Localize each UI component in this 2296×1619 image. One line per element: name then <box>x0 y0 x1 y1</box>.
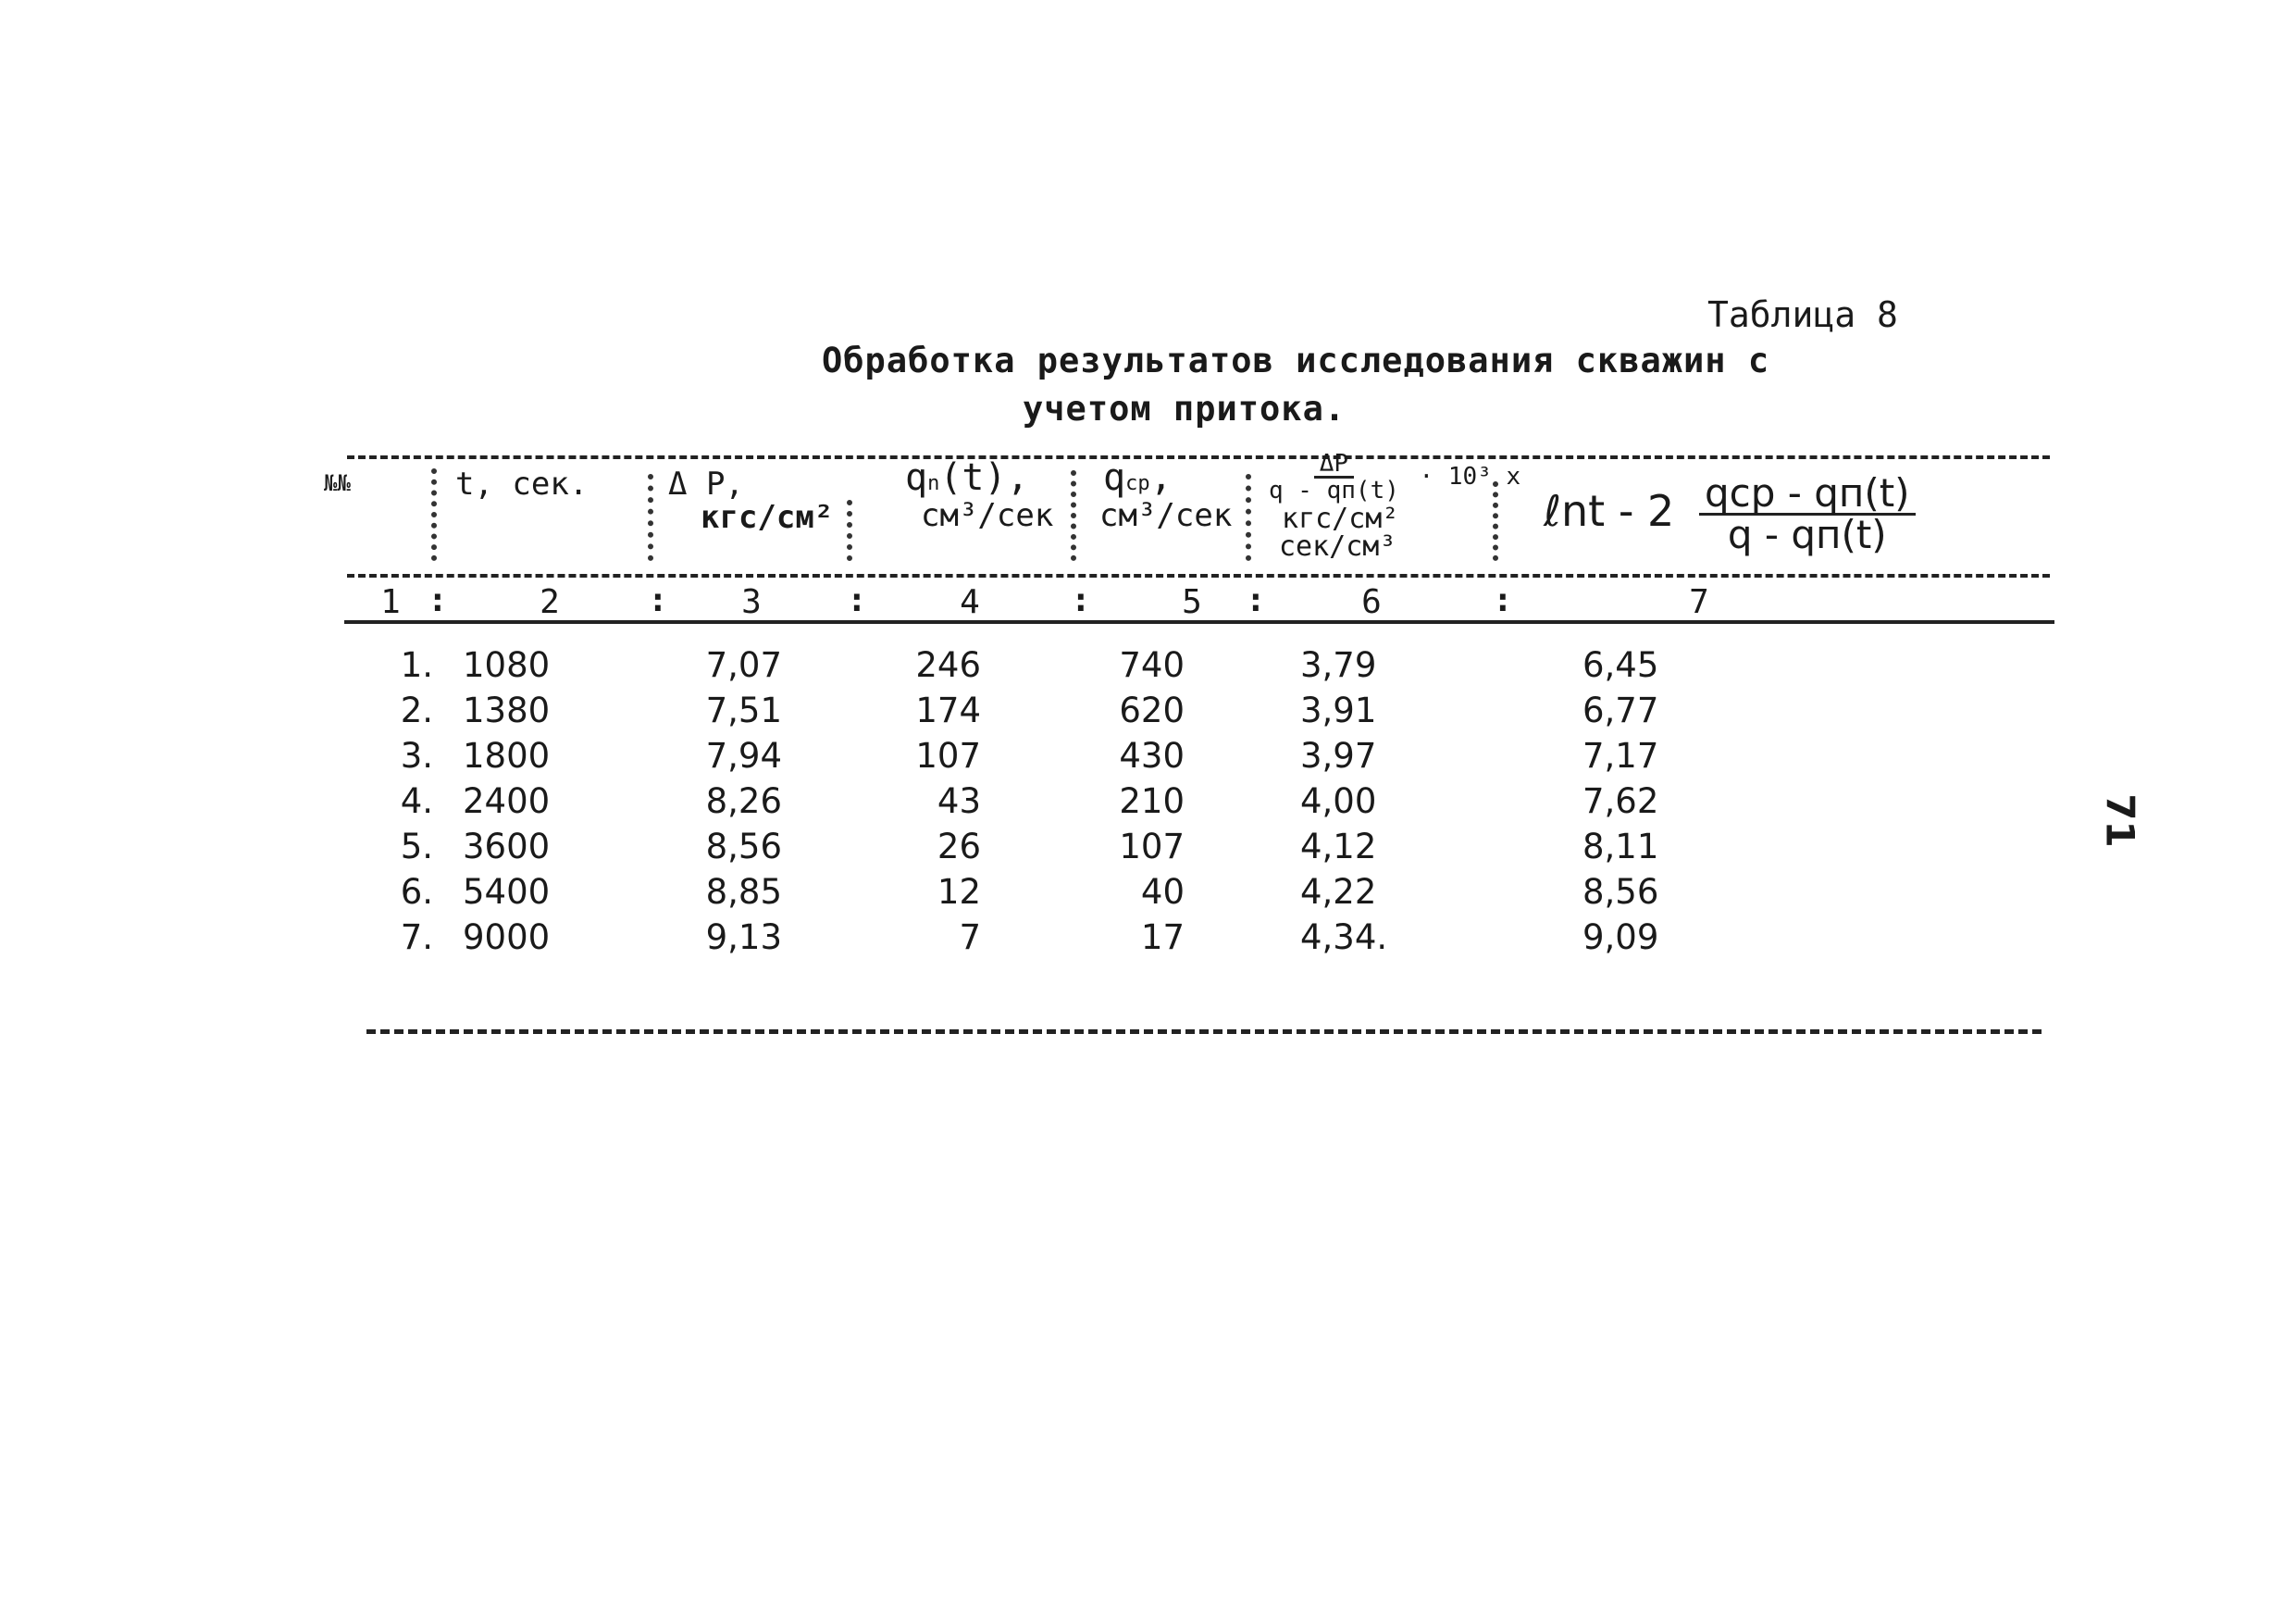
table-bottom-rule <box>366 1029 2042 1034</box>
header-number: №№ <box>324 470 351 496</box>
page-number: 71 <box>2097 793 2143 848</box>
cell-pressure: 9,13 <box>705 917 782 957</box>
table-row <box>0 781 2296 827</box>
col-separator-4 <box>1071 470 1076 561</box>
cell-ratio: 4,34. <box>1300 917 1388 957</box>
table-row <box>0 691 2296 736</box>
header-log-numerator: qср - qп(t) <box>1699 474 1916 516</box>
cell-ratio: 3,97 <box>1300 736 1377 776</box>
cell-pressure: 8,85 <box>705 872 782 912</box>
cell-pressure: 8,26 <box>705 781 782 821</box>
header-inflow-tail: (t), <box>939 456 1029 499</box>
cell-ratio: 4,12 <box>1300 827 1377 866</box>
column-number-1: 1 <box>380 583 401 621</box>
table-row <box>0 917 2296 963</box>
header-log-expression <box>1544 470 1916 557</box>
table-row <box>0 645 2296 691</box>
table-row <box>0 736 2296 781</box>
header-top-rule <box>347 455 2050 459</box>
cell-pressure: 7,07 <box>705 645 782 685</box>
column-number-3: 3 <box>741 583 762 621</box>
cell-index: 4. <box>400 781 433 821</box>
column-number-6: 6 <box>1361 583 1382 621</box>
header-avg-sub: ср <box>1125 472 1150 495</box>
table-title-line-2: учетом притока. <box>1023 389 1347 429</box>
header-ratio-denominator: q - qп(t) <box>1269 477 1399 504</box>
header-avg-unit: см³/сек <box>1099 497 1233 534</box>
cell-avg-rate: 430 <box>1119 736 1185 776</box>
header-inflow-unit: см³/сек <box>921 497 1054 534</box>
col-separator-3 <box>847 500 852 561</box>
header-avg-rate <box>1103 456 1173 499</box>
col-separator-2 <box>648 474 653 561</box>
cell-index: 5. <box>400 827 433 866</box>
cell-index: 6. <box>400 872 433 912</box>
table-row <box>0 872 2296 917</box>
header-ratio <box>1263 452 1520 503</box>
header-log-prefix: ℓnt - 2 <box>1544 486 1675 536</box>
cell-avg-rate: 740 <box>1119 645 1185 685</box>
header-avg-symbol: q <box>1103 456 1126 499</box>
header-ratio-fraction <box>1263 452 1405 503</box>
header-ratio-multiplier: · 10³ х <box>1419 463 1521 491</box>
header-pressure-top: Δ P, <box>668 466 744 503</box>
cell-time: 5400 <box>463 872 551 912</box>
cell-pressure: 8,56 <box>705 827 782 866</box>
cell-inflow-rate: 246 <box>915 645 981 685</box>
col-separator-5 <box>1246 474 1251 561</box>
cell-pressure: 7,51 <box>705 691 782 730</box>
cell-log-value: 8,11 <box>1582 827 1659 866</box>
cell-index: 1. <box>400 645 433 685</box>
cell-time: 2400 <box>463 781 551 821</box>
cell-pressure: 7,94 <box>705 736 782 776</box>
cell-ratio: 3,79 <box>1300 645 1377 685</box>
cell-inflow-rate: 107 <box>915 736 981 776</box>
cell-inflow-rate: 26 <box>937 827 981 866</box>
cell-time: 1080 <box>463 645 551 685</box>
cell-ratio: 3,91 <box>1300 691 1377 730</box>
header-mid-rule <box>347 574 2050 578</box>
header-time: t, сек. <box>455 466 589 503</box>
header-ratio-numerator: ΔP <box>1314 452 1354 479</box>
cell-log-value: 7,17 <box>1582 736 1659 776</box>
cell-index: 2. <box>400 691 433 730</box>
cell-ratio: 4,00 <box>1300 781 1377 821</box>
cell-log-value: 6,77 <box>1582 691 1659 730</box>
column-number-7: 7 <box>1689 583 1709 621</box>
cell-index: 3. <box>400 736 433 776</box>
cell-log-value: 7,62 <box>1582 781 1659 821</box>
header-ratio-unit-2: сек/см³ <box>1279 530 1396 563</box>
table-title-line-1: Обработка результатов исследования скважин с <box>822 341 1770 380</box>
cell-avg-rate: 40 <box>1140 872 1185 912</box>
cell-time: 1380 <box>463 691 551 730</box>
cell-avg-rate: 107 <box>1119 827 1185 866</box>
col-separator-1 <box>431 468 437 561</box>
table-label: Таблица 8 <box>1707 294 1898 335</box>
header-inflow-rate <box>905 456 1029 499</box>
cell-avg-rate: 17 <box>1140 917 1185 957</box>
column-divider-colon: : <box>1071 581 1091 619</box>
cell-inflow-rate: 12 <box>937 872 981 912</box>
column-divider-colon: : <box>648 581 668 619</box>
cell-time: 3600 <box>463 827 551 866</box>
header-ratio-unit-1: кгс/см² <box>1282 503 1399 535</box>
cell-log-value: 6,45 <box>1582 645 1659 685</box>
header-inflow-sub: n <box>927 472 940 495</box>
cell-inflow-rate: 43 <box>937 781 981 821</box>
cell-log-value: 9,09 <box>1582 917 1659 957</box>
cell-ratio: 4,22 <box>1300 872 1377 912</box>
cell-inflow-rate: 7 <box>959 917 981 957</box>
cell-index: 7. <box>400 917 433 957</box>
column-divider-colon: : <box>847 581 867 619</box>
header-inflow-symbol: q <box>905 456 928 499</box>
cell-avg-rate: 620 <box>1119 691 1185 730</box>
column-number-2: 2 <box>540 583 560 621</box>
cell-inflow-rate: 174 <box>915 691 981 730</box>
header-avg-tail: , <box>1149 456 1173 499</box>
header-log-denominator: q - qп(t) <box>1727 512 1887 557</box>
cell-time: 9000 <box>463 917 551 957</box>
header-log-fraction <box>1699 470 1916 557</box>
cell-log-value: 8,56 <box>1582 872 1659 912</box>
column-divider-colon: : <box>428 581 448 619</box>
column-number-4: 4 <box>960 583 980 621</box>
table-row <box>0 827 2296 872</box>
column-divider-colon: : <box>1246 581 1266 619</box>
column-number-5: 5 <box>1182 583 1202 621</box>
header-pressure-unit: кгс/см² <box>701 499 834 536</box>
column-divider-colon: : <box>1493 581 1513 619</box>
cell-time: 1800 <box>463 736 551 776</box>
cell-avg-rate: 210 <box>1119 781 1185 821</box>
